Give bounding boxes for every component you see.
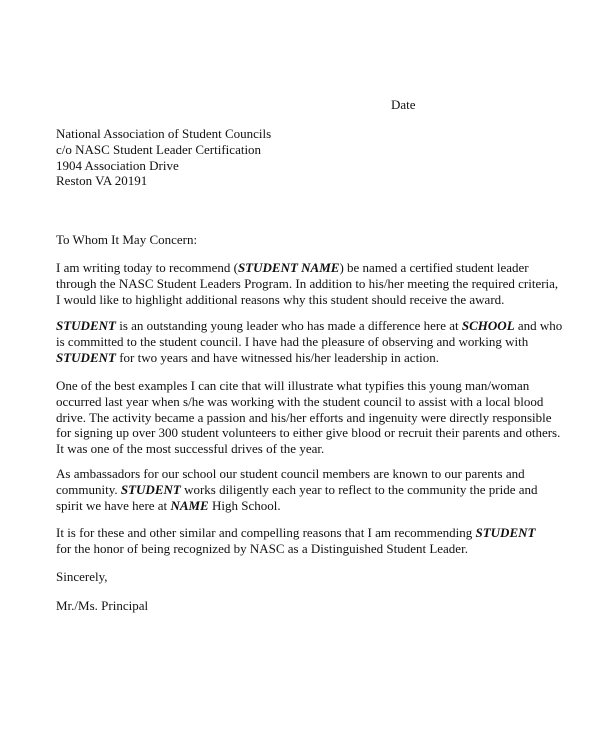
body-paragraph-5 xyxy=(56,525,576,557)
paragraph-line: One of the best examples I can cite that will illustrate what typifies this young man/woman xyxy=(56,378,530,393)
paragraph-line: occurred last year when s/he was working with the student council to assist with a local blood xyxy=(56,393,544,409)
paragraph-line: I would like to highlight additional reasons why this student should receive the award. xyxy=(56,291,505,307)
placeholder-school: SCHOOL xyxy=(461,318,515,333)
salutation: To Whom It May Concern: xyxy=(56,232,198,247)
paragraph-line: for the honor of being recognized by NASC as a Distinguished Student Leader. xyxy=(56,540,468,556)
placeholder-student: STUDENT xyxy=(120,481,181,497)
paragraph-line: drive. The activity became a passion and his/her efforts and ingenuity were directly responsible xyxy=(56,409,552,425)
address-line: National Association of Student Councils xyxy=(56,126,272,141)
paragraph-line: STUDENT is an outstanding young leader who has made a difference here at SCHOOL and who xyxy=(56,318,563,333)
paragraph-line: As ambassadors for our school our student council members are known to our parents and xyxy=(56,466,525,481)
paragraph-line: STUDENT for two years and have witnessed his/her leadership in action. xyxy=(56,349,440,365)
paragraph-line: for signing up over 300 student volunteers to either give blood or recruit their parents and others. xyxy=(56,425,561,441)
paragraph-line: It was one of the most successful drives of the year. xyxy=(56,441,325,457)
paragraph-line: community. STUDENT works diligently each year to reflect to the community the pride and xyxy=(56,481,538,497)
body-paragraph-4 xyxy=(56,466,576,513)
placeholder-student: STUDENT xyxy=(475,525,536,540)
placeholder-student-name: STUDENT NAME xyxy=(237,260,340,275)
body-paragraph-1 xyxy=(56,260,576,307)
paragraph-line: It is for these and other similar and compelling reasons that I am recommending STUDENT xyxy=(56,525,536,540)
closing: Sincerely, xyxy=(56,569,108,584)
placeholder-school-name: NAME xyxy=(170,497,209,513)
paragraph-line: through the NASC Student Leaders Program. In addition to his/her meeting the required criteria, xyxy=(56,275,559,291)
letter-date: Date xyxy=(391,97,416,112)
placeholder-student: STUDENT xyxy=(56,318,116,333)
address-line: c/o NASC Student Leader Certification xyxy=(56,141,262,157)
body-paragraph-2 xyxy=(56,318,576,365)
address-line: 1904 Association Drive xyxy=(56,157,179,173)
body-paragraph-3 xyxy=(56,378,576,457)
paragraph-line: is committed to the student council. I have had the pleasure of observing and working with xyxy=(56,333,529,349)
paragraph-line: spirit we have here at NAME High School. xyxy=(56,497,281,513)
placeholder-student: STUDENT xyxy=(56,349,116,365)
paragraph-line: I am writing today to recommend (STUDENT NAME) be named a certified student leader xyxy=(56,260,529,275)
address-line: Reston VA 20191 xyxy=(56,173,148,189)
signer-name: Mr./Ms. Principal xyxy=(56,598,149,613)
recipient-address xyxy=(56,126,576,189)
